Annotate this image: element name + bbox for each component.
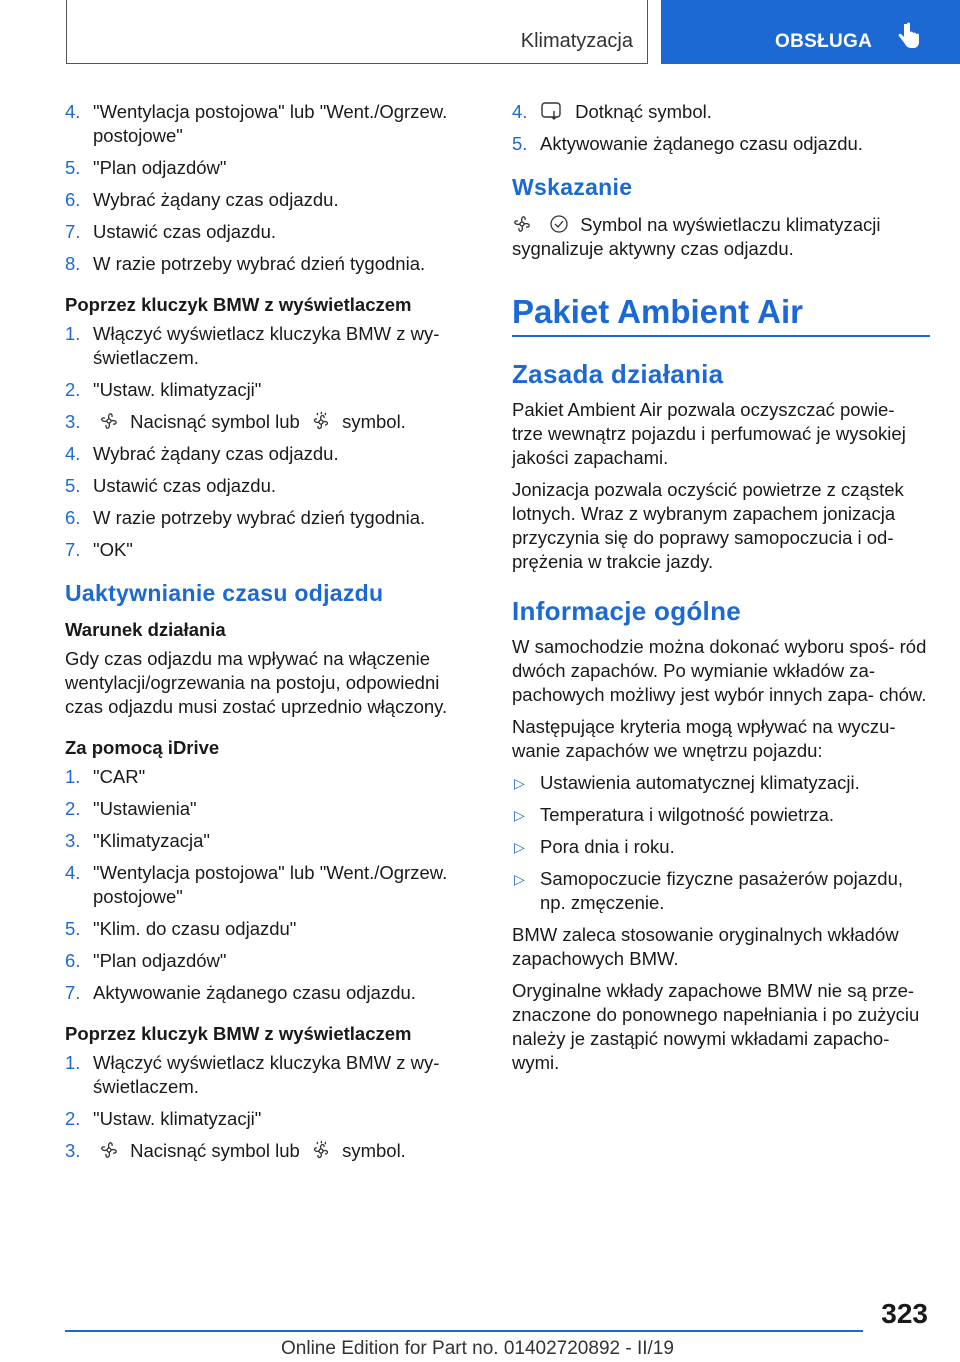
list-item: 1. "CAR" xyxy=(65,766,146,787)
list-item: 4. Dotknąć symbol. xyxy=(512,101,712,122)
left-column xyxy=(65,100,480,1171)
list-item: 6. "Plan odjazdów" xyxy=(65,950,227,971)
paragraph: BMW zaleca stosowanie oryginalnych wkładów zapachowych BMW. xyxy=(512,924,899,969)
list-item: 7. Aktywowanie żądanego czasu odjazdu. xyxy=(65,982,416,1003)
clock-icon xyxy=(549,214,569,234)
list-item: 4. "Wentylacja postojowa" lub "Went./Ogrzew. postojowe" xyxy=(65,101,448,146)
fan-icon xyxy=(99,411,119,431)
list-item: 1. Włączyć wyświetlacz kluczyka BMW z wy- świetlaczem. xyxy=(65,1052,440,1097)
paragraph: Następujące kryteria mogą wpływać na wyczu- wanie zapachów we wnętrzu pojazdu: xyxy=(512,716,896,761)
list-item: 2. "Ustaw. klimatyzacji" xyxy=(65,1108,262,1129)
bullet-item: ▷ Samopoczucie fizyczne pasażerów pojazdu, np. zmęczenie. xyxy=(514,868,903,913)
list-item: 6. W razie potrzeby wybrać dzień tygodnia. xyxy=(65,507,426,528)
list-item: 7. "OK" xyxy=(65,539,133,560)
header-chapter-title: OBSŁUGA xyxy=(775,31,873,52)
header-section-tab xyxy=(66,0,648,64)
list-item: 5. "Plan odjazdów" xyxy=(65,157,227,178)
paragraph: Symbol na wyświetlaczu klimatyzacji sygnalizuje aktywny czas odjazdu. xyxy=(512,214,881,259)
subheading: Warunek działania xyxy=(65,619,226,640)
list-item: 7. Ustawić czas odjazdu. xyxy=(65,221,277,242)
bullet-item: ▷ Temperatura i wilgotność powietrza. xyxy=(514,804,835,825)
page-number: 323 xyxy=(881,1298,928,1329)
paragraph: Oryginalne wkłady zapachowe BMW nie są prze- znaczone do ponownego napełniania i po zużyciu należy je zastąpić nowymi wkładami zapacho- wymi. xyxy=(512,980,920,1073)
section-heading: Informacje ogólne xyxy=(512,596,742,626)
header-section-title: Klimatyzacja xyxy=(520,30,633,52)
list-item: 5. Aktywowanie żądanego czasu odjazdu. xyxy=(512,133,863,154)
list-item: 4. Wybrać żądany czas odjazdu. xyxy=(65,443,339,464)
list-item: 3. Nacisnąć symbol lub symbol. xyxy=(65,1140,406,1161)
list-item: 8. W razie potrzeby wybrać dzień tygodnia. xyxy=(65,253,426,274)
heat-fan-icon xyxy=(311,411,331,431)
footer-edition: Online Edition for Part no. 01402720892 - II/19 xyxy=(281,1338,674,1359)
list-item: 3. Nacisnąć symbol lub symbol. xyxy=(65,411,406,432)
touch-icon xyxy=(540,101,564,121)
heat-fan-icon xyxy=(311,1140,331,1160)
subheading: Za pomocą iDrive xyxy=(65,737,220,758)
bullet-item: ▷ Ustawienia automatycznej klimatyzacji. xyxy=(514,772,860,793)
hand-icon xyxy=(897,22,921,50)
chapter-heading: Pakiet Ambient Air xyxy=(512,293,930,337)
paragraph: W samochodzie można dokonać wyboru spoś- ród dwóch zapachów. Po wymianie wkładów za- pachowych możliwy jest wybór innych zapa- chów. xyxy=(512,636,927,705)
list-item: 5. Ustawić czas odjazdu. xyxy=(65,475,277,496)
section-heading: Wskazanie xyxy=(512,174,633,200)
subheading: Poprzez kluczyk BMW z wyświetlaczem xyxy=(65,294,412,315)
paragraph: Pakiet Ambient Air pozwala oczyszczać powie- trze wewnątrz pojazdu i perfumować je wysokiej jakości zapachami. xyxy=(512,399,906,468)
paragraph: Gdy czas odjazdu ma wpływać na włączenie wentylacji/ogrzewania na postoju, odpowiedni czas odjazdu musi zostać uprzednio włączony. xyxy=(65,648,448,717)
list-item: 4. "Wentylacja postojowa" lub "Went./Ogrzew. postojowe" xyxy=(65,862,448,907)
list-item: 1. Włączyć wyświetlacz kluczyka BMW z wy- świetlaczem. xyxy=(65,323,440,368)
fan-icon xyxy=(512,214,532,234)
section-heading: Zasada działania xyxy=(512,359,724,389)
list-item: 5. "Klim. do czasu odjazdu" xyxy=(65,918,297,939)
list-item: 2. "Ustawienia" xyxy=(65,798,197,819)
fan-icon xyxy=(99,1140,119,1160)
list-item: 3. "Klimatyzacja" xyxy=(65,830,210,851)
list-item: 6. Wybrać żądany czas odjazdu. xyxy=(65,189,339,210)
footer-divider xyxy=(65,1330,863,1332)
bullet-item: ▷ Pora dnia i roku. xyxy=(514,836,675,857)
list-item: 2. "Ustaw. klimatyzacji" xyxy=(65,379,262,400)
section-heading: Uaktywnianie czasu odjazdu xyxy=(65,580,384,606)
header-chapter-tab xyxy=(661,0,960,64)
subheading: Poprzez kluczyk BMW z wyświetlaczem xyxy=(65,1023,412,1044)
paragraph: Jonizacja pozwala oczyścić powietrze z cząstek lotnych. Wraz z wybranym zapachem jonizacja przyczynia się do poprawy samopoczucia i od- prężenia w trakcie jazdy. xyxy=(512,479,904,572)
right-column xyxy=(512,100,930,1083)
